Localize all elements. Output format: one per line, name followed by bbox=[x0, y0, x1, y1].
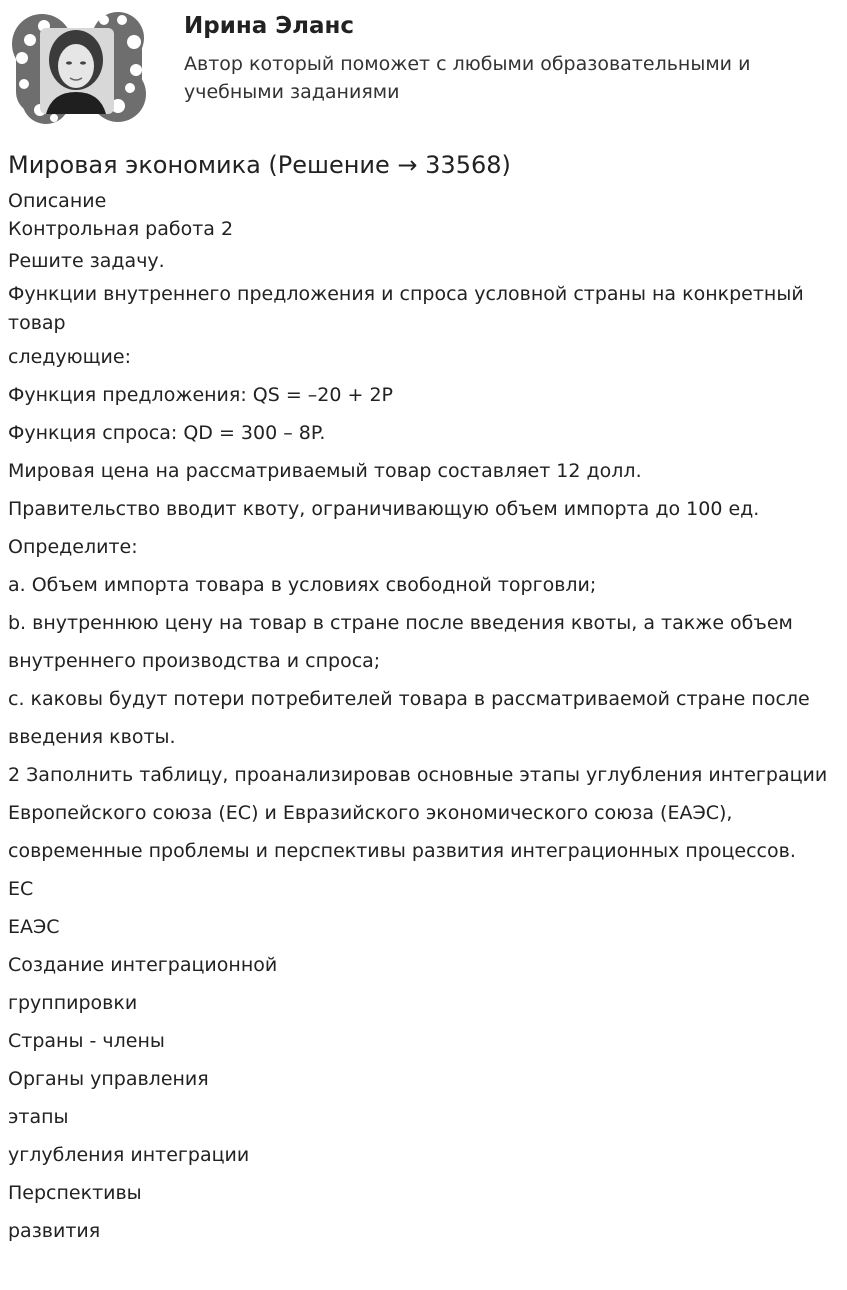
description-line: введения квоты. bbox=[8, 726, 176, 748]
description-line: следующие: bbox=[8, 346, 131, 368]
author-name: Ирина Эланс bbox=[184, 13, 355, 39]
description-line: современные проблемы и перспективы развития интеграционных процессов. bbox=[8, 840, 796, 862]
film-reel-portrait-icon bbox=[6, 8, 152, 128]
description-line: Европейского союза (ЕС) и Евразийского экономического союза (ЕАЭС), bbox=[8, 802, 733, 824]
description-line: Правительство вводит квоту, ограничивающую объем импорта до 100 ед. bbox=[8, 498, 760, 520]
description-line: 2 Заполнить таблицу, проанализировав основные этапы углубления интеграции bbox=[8, 764, 828, 786]
description-line: a. Объем импорта товара в условиях свободной торговли; bbox=[8, 574, 597, 596]
author-card bbox=[0, 0, 847, 140]
description-body bbox=[8, 216, 843, 1250]
description-line: Контрольная работа 2 bbox=[8, 218, 234, 240]
description-line: углубления интеграции bbox=[8, 1144, 250, 1166]
author-description: Автор который поможет с любыми образовательными и учебными заданиями bbox=[184, 53, 751, 103]
description-line: Функция предложения: QS = –20 + 2P bbox=[8, 384, 394, 406]
description-line: Мировая цена на рассматриваемый товар составляет 12 долл. bbox=[8, 460, 642, 482]
description-line: Органы управления bbox=[8, 1068, 209, 1090]
description-line: ЕС bbox=[8, 878, 34, 900]
description-line: внутреннего производства и спроса; bbox=[8, 650, 381, 672]
description-line: b. внутреннюю цену на товар в стране после введения квоты, а также объем bbox=[8, 612, 793, 634]
page-title: Мировая экономика (Решение → 33568) bbox=[8, 151, 511, 179]
description-line: Страны - члены bbox=[8, 1030, 165, 1052]
description-line: Создание интеграционной bbox=[8, 954, 278, 976]
description-line: этапы bbox=[8, 1106, 69, 1128]
description-line: ЕАЭС bbox=[8, 916, 60, 938]
description-line: Функции внутреннего предложения и спроса условной страны на конкретный товар bbox=[8, 283, 804, 334]
description-line: c. каковы будут потери потребителей товара в рассматриваемой стране после bbox=[8, 688, 810, 710]
description-line: развития bbox=[8, 1220, 101, 1242]
description-line: Решите задачу. bbox=[8, 250, 165, 272]
description-line: Перспективы bbox=[8, 1182, 142, 1204]
description-line: Функция спроса: QD = 300 – 8P. bbox=[8, 422, 326, 444]
section-label: Описание bbox=[8, 190, 107, 212]
description-line: группировки bbox=[8, 992, 138, 1014]
description-line: Определите: bbox=[8, 536, 138, 558]
